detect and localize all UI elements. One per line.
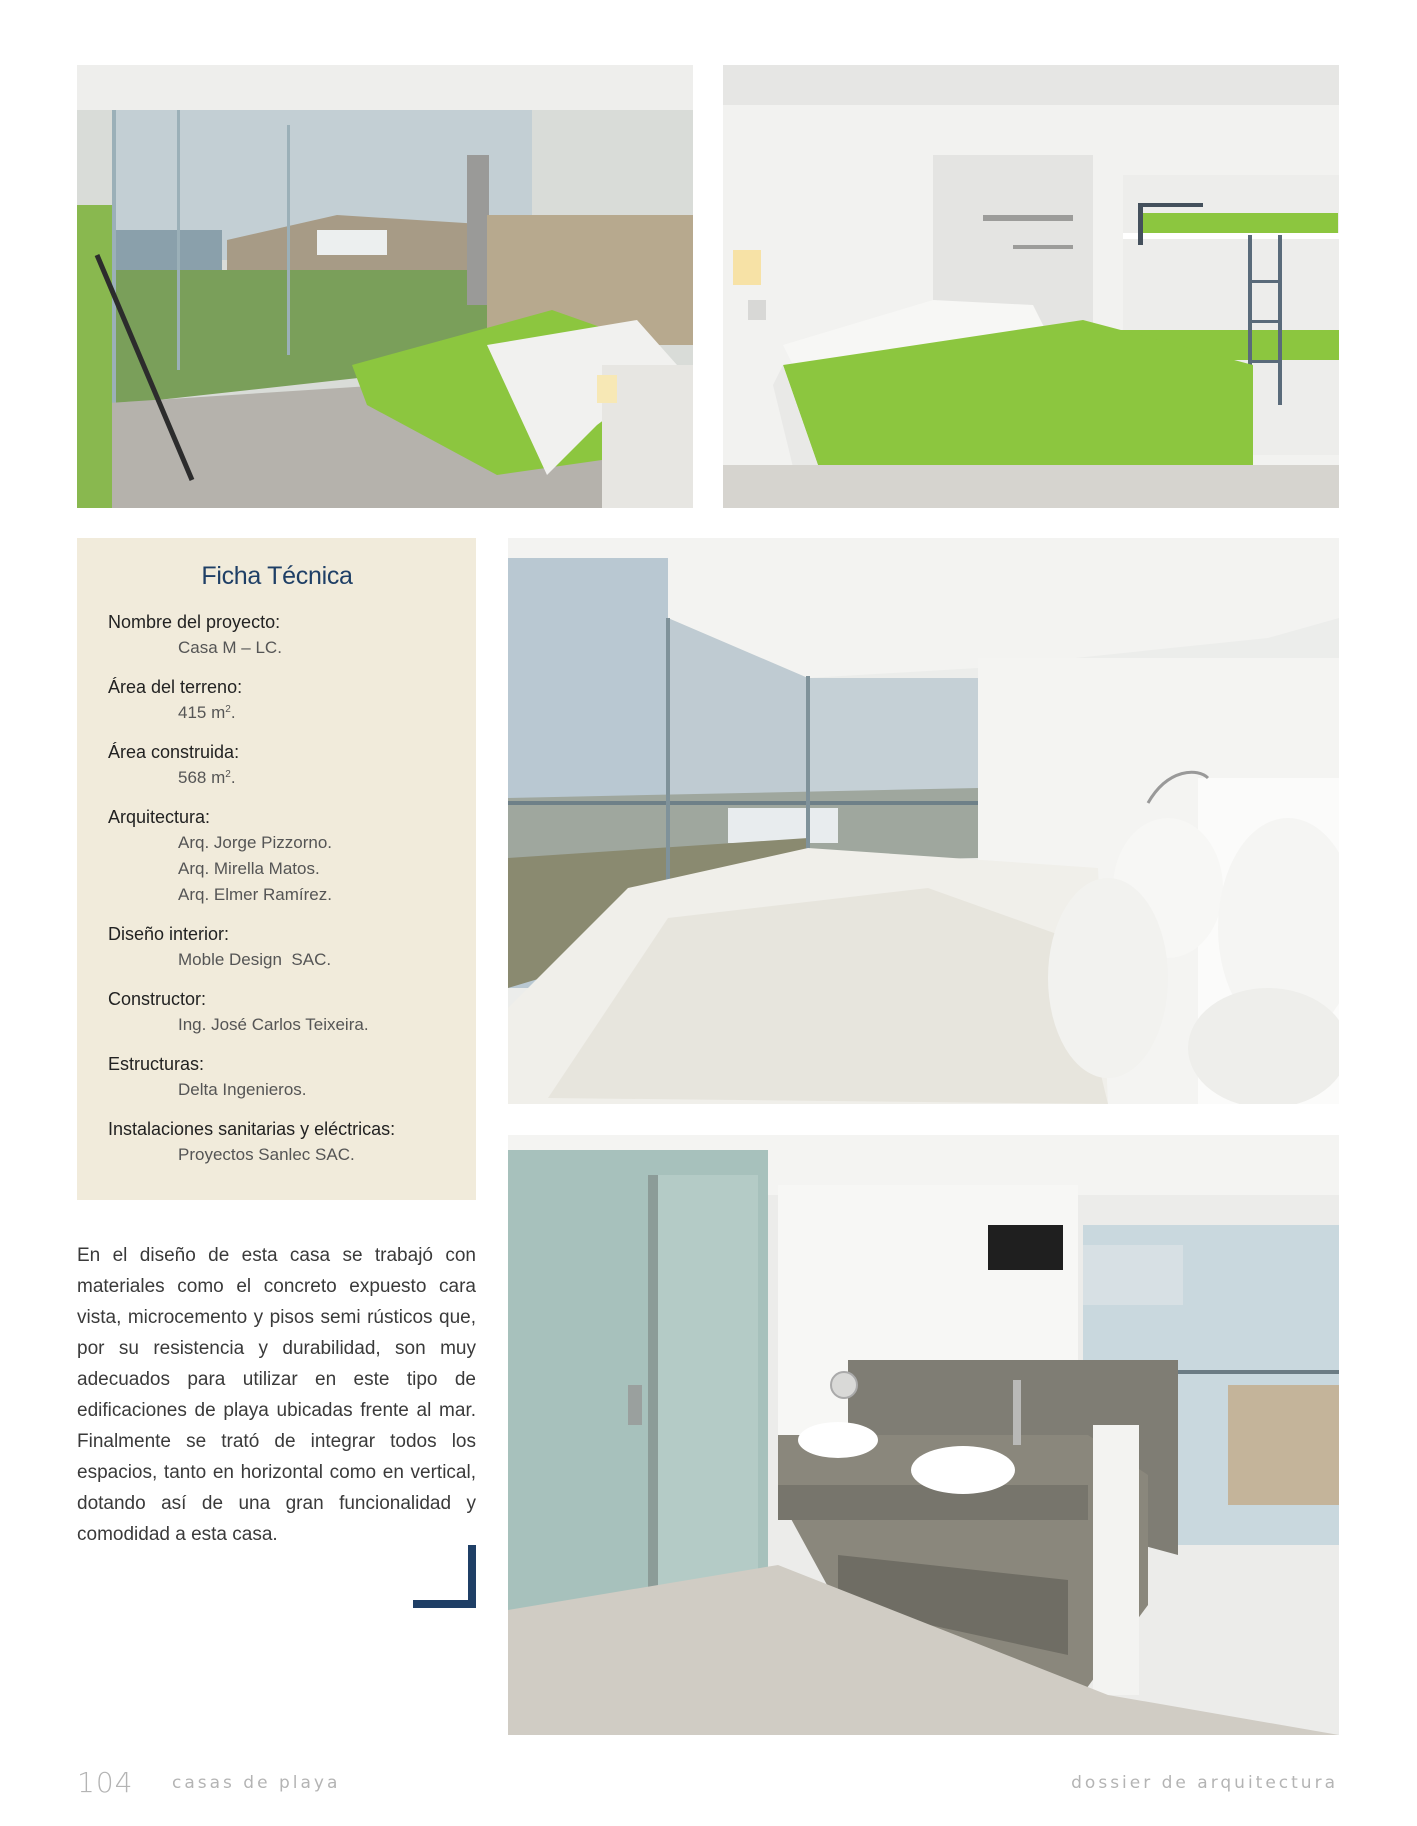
architect-name: Arq. Jorge Pizzorno. — [178, 833, 333, 852]
magazine-name: dossier de arquitectura — [1071, 1773, 1338, 1793]
architect-name: Arq. Elmer Ramírez. — [178, 885, 332, 904]
technical-sheet — [77, 538, 476, 1200]
structures-label: Estructuras: — [108, 1054, 205, 1074]
project-name-label: Nombre del proyecto: — [108, 612, 281, 632]
built-area-label: Área construida: — [108, 742, 240, 762]
built-area-value: 568 $m^2$. — [178, 768, 236, 787]
photo-bathroom-vanity — [508, 1135, 1339, 1735]
section-title: casas de playa — [172, 1773, 341, 1793]
architect-name: Arq. Mirella Matos. — [178, 859, 320, 878]
architecture-value — [178, 830, 446, 908]
structures-value: Delta Ingenieros. — [178, 1080, 307, 1099]
installations-label: Instalaciones sanitarias y eléctricas: — [108, 1119, 396, 1139]
builder-value: Ing. José Carlos Teixeira. — [178, 1015, 369, 1034]
photo-bedroom-ocean-view — [77, 65, 693, 508]
builder-label: Constructor: — [108, 989, 207, 1009]
land-area-label: Área del terreno: — [108, 677, 243, 697]
interior-design-value: Moble Design SAC. — [178, 950, 332, 969]
photo-bedroom-bunk-beds — [723, 65, 1339, 508]
installations-value: Proyectos Sanlec SAC. — [178, 1145, 355, 1164]
corner-bracket-ornament — [413, 1545, 476, 1608]
technical-sheet-title: Ficha Técnica — [201, 562, 353, 590]
page-number: 104 — [77, 1766, 134, 1799]
body-paragraph: En el diseño de esta casa se trabajó con materiales como el concreto expuesto cara vista, microcemento y pisos semi rústicos que, por su resistencia y durabilidad, son muy adecuados para utilizar en este tipo de edificaciones de playa ubicadas frente al mar. Finalmente se trató de integrar todos los espacios, tanto en horizontal como en vertical, dotando así de una gran funcionalidad y comodidad a esta casa. — [77, 1245, 476, 1545]
land-area-value: 415 $m^2$. — [178, 703, 236, 722]
photo-master-bedroom — [508, 538, 1339, 1104]
interior-design-label: Diseño interior: — [108, 924, 230, 944]
project-name-value: Casa M – LC. — [178, 638, 282, 657]
architecture-label: Arquitectura: — [108, 807, 211, 827]
